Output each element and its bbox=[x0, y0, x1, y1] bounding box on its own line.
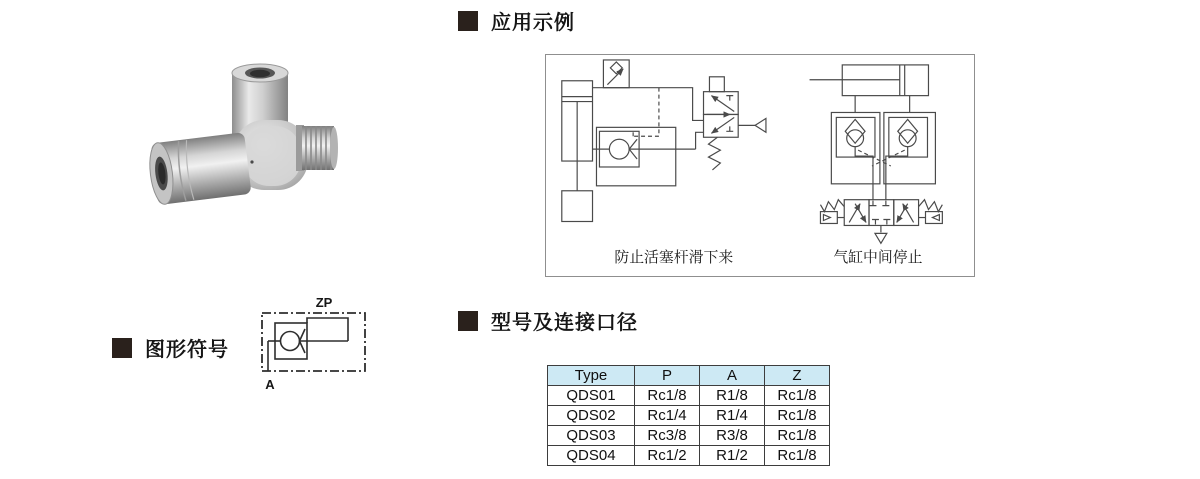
section-header-symbol bbox=[112, 333, 229, 362]
spec-table bbox=[547, 365, 830, 466]
cell-z: Rc1/8 bbox=[765, 426, 830, 446]
table-row bbox=[548, 406, 830, 426]
cell-type: QDS02 bbox=[548, 406, 635, 426]
left-circuit-cylinder bbox=[562, 81, 593, 222]
section-title: 应用示例 bbox=[491, 12, 575, 34]
photo-right-thread bbox=[296, 125, 338, 171]
section-title: 型号及连接口径 bbox=[491, 312, 638, 334]
cell-z: Rc1/8 bbox=[765, 406, 830, 426]
symbol-dashed-boundary bbox=[262, 313, 365, 371]
photo-left-port bbox=[148, 132, 252, 205]
cell-type: QDS03 bbox=[548, 426, 635, 446]
right-circuit-caption: 气缸中间停止 bbox=[833, 250, 923, 267]
symbol-port-a-label: A bbox=[265, 377, 275, 392]
col-header-a: A bbox=[700, 366, 765, 386]
section-title: 图形符号 bbox=[145, 339, 229, 361]
product-photo bbox=[148, 62, 344, 218]
cell-a: R1/8 bbox=[700, 386, 765, 406]
spec-table-header-row bbox=[548, 366, 830, 386]
section-square-icon bbox=[458, 311, 478, 331]
right-circuit-cylinder bbox=[810, 65, 929, 96]
right-circuit-check-blocks bbox=[831, 96, 935, 200]
left-circuit-speed-controller bbox=[603, 60, 629, 88]
product-photo-illustration bbox=[148, 62, 344, 218]
left-circuit-caption: 防止活塞杆滑下来 bbox=[614, 250, 734, 267]
right-circuit-pilot-lines bbox=[858, 150, 905, 166]
application-diagram-box bbox=[545, 54, 975, 277]
cell-z: Rc1/8 bbox=[765, 446, 830, 466]
graphic-symbol bbox=[253, 294, 401, 398]
graphic-symbol-diagram bbox=[253, 294, 401, 398]
cell-p: Rc3/8 bbox=[635, 426, 700, 446]
cell-p: Rc1/4 bbox=[635, 406, 700, 426]
left-circuit-32-valve bbox=[704, 77, 766, 170]
symbol-check-ball bbox=[281, 332, 300, 351]
cell-z: Rc1/8 bbox=[765, 386, 830, 406]
cell-p: Rc1/2 bbox=[635, 446, 700, 466]
table-row bbox=[548, 446, 830, 466]
section-header-application bbox=[458, 6, 575, 35]
col-header-type: Type bbox=[548, 366, 635, 386]
col-header-p: P bbox=[635, 366, 700, 386]
table-row bbox=[548, 386, 830, 406]
cell-a: R1/4 bbox=[700, 406, 765, 426]
symbol-zp-passage bbox=[307, 318, 348, 341]
cell-p: Rc1/8 bbox=[635, 386, 700, 406]
left-circuit-piping bbox=[593, 88, 704, 149]
cell-type: QDS01 bbox=[548, 386, 635, 406]
cell-a: R3/8 bbox=[700, 426, 765, 446]
section-header-model bbox=[458, 306, 638, 335]
application-diagram bbox=[546, 55, 974, 276]
symbol-port-zp-label: ZP bbox=[315, 295, 333, 310]
right-circuit-53-valve bbox=[820, 200, 942, 244]
section-square-icon bbox=[458, 11, 478, 31]
cell-type: QDS04 bbox=[548, 446, 635, 466]
left-circuit-pilot-line bbox=[633, 88, 659, 137]
cell-a: R1/2 bbox=[700, 446, 765, 466]
section-square-icon bbox=[112, 338, 132, 358]
col-header-z: Z bbox=[765, 366, 830, 386]
table-row bbox=[548, 426, 830, 446]
